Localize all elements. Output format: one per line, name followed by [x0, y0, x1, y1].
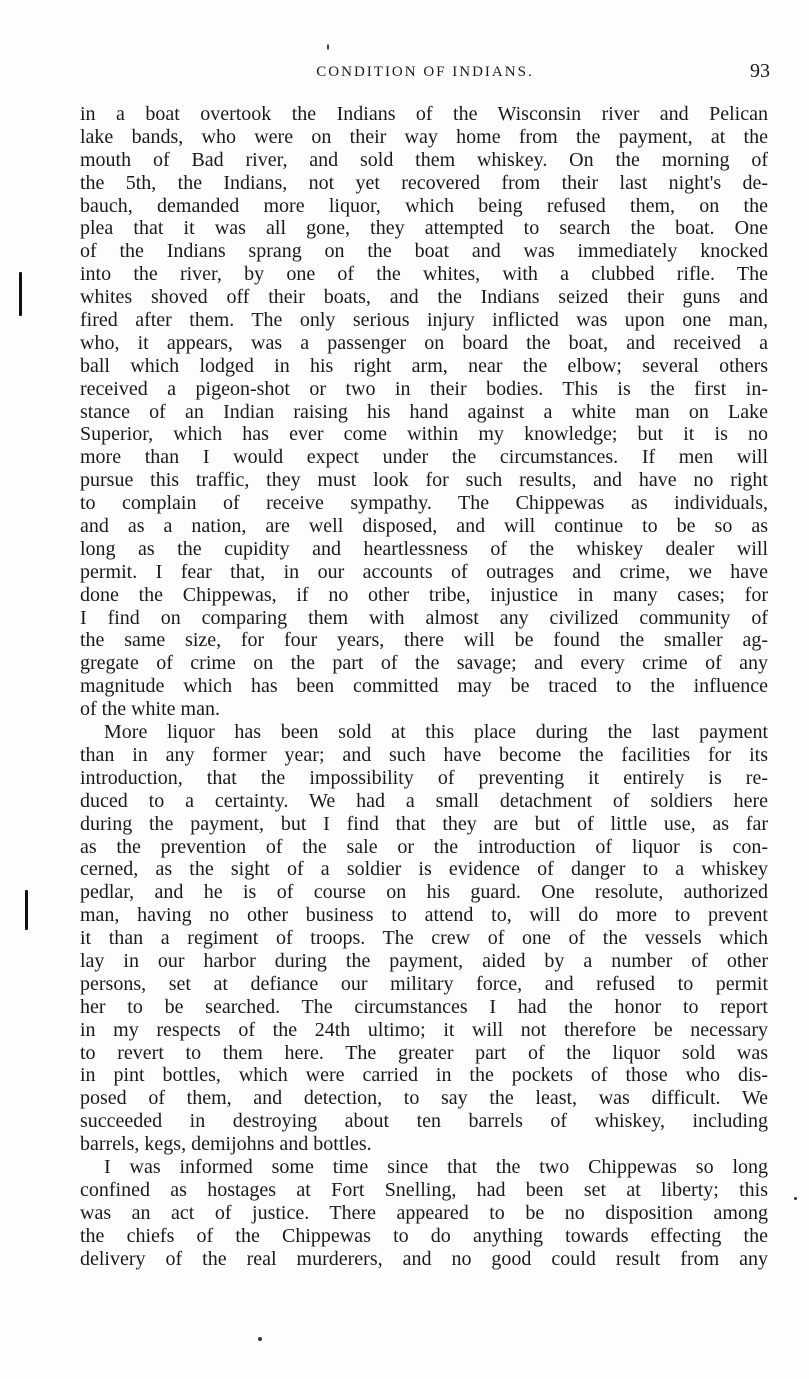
ink-speck	[327, 44, 329, 50]
text-line: more than I would expect under the circumstances. If men will	[80, 446, 768, 469]
text-line: the same size, for four years, there will be found the smaller ag-	[80, 629, 768, 652]
text-line: of the Indians sprang on the boat and was immediately knocked	[80, 240, 768, 263]
text-line: pursue this traffic, they must look for such results, and have no right	[80, 469, 768, 492]
text-line: in a boat overtook the Indians of the Wisconsin river and Pelican	[80, 103, 768, 125]
text-line: delivery of the real murderers, and no good could result from any	[80, 1247, 768, 1270]
text-line: man, having no other business to attend to, will do more to prevent	[80, 904, 768, 927]
text-line: I find on comparing them with almost any civilized community of	[80, 606, 768, 629]
body-text	[80, 103, 768, 1270]
text-line: whites shoved off their boats, and the Indians seized their guns and	[80, 286, 768, 309]
text-line: gregate of crime on the part of the savage; and every crime of any	[80, 652, 768, 675]
text-line: in pint bottles, which were carried in the pockets of those who dis-	[80, 1064, 768, 1087]
text-line: confined as hostages at Fort Snelling, had been set at liberty; this	[80, 1178, 768, 1201]
text-line: posed of them, and detection, to say the least, was difficult. We	[80, 1087, 768, 1110]
text-line: was an act of justice. There appeared to be no disposition among	[80, 1201, 768, 1224]
text-line: who, it appears, was a passenger on board the boat, and received a	[80, 331, 768, 354]
text-line: in my respects of the 24th ultimo; it will not therefore be necessary	[80, 1018, 768, 1041]
text-line: introduction, that the impossibility of preventing it entirely is re-	[80, 766, 768, 789]
text-line: permit. I fear that, in our accounts of outrages and crime, we have	[80, 560, 768, 583]
text-line: plea that it was all gone, they attempted to search the boat. One	[80, 217, 768, 240]
text-line: the 5th, the Indians, not yet recovered from their last night's de-	[80, 171, 768, 194]
text-line: Superior, which has ever come within my knowledge; but it is no	[80, 423, 768, 446]
text-line: More liquor has been sold at this place during the last payment	[104, 721, 768, 744]
text-line: the chiefs of the Chippewas to do anything towards effecting the	[80, 1224, 768, 1247]
text-line: long as the cupidity and heartlessness of the whiskey dealer will	[80, 537, 768, 560]
text-line: to complain of receive sympathy. The Chippewas as individuals,	[80, 492, 768, 515]
text-line: her to be searched. The circumstances I had the honor to report	[80, 995, 768, 1018]
text-line: lay in our harbor during the payment, aided by a number of other	[80, 949, 768, 972]
text-line: pedlar, and he is of course on his guard. One resolute, authorized	[80, 881, 768, 904]
text-line: lake bands, who were on their way home from the payment, at the	[80, 125, 768, 148]
text-line: mouth of Bad river, and sold them whiskey. On the morning of	[80, 148, 768, 171]
text-line: to revert to them here. The greater part of the liquor sold was	[80, 1041, 768, 1064]
text-line: cerned, as the sight of a soldier is evidence of danger to a whiskey	[80, 858, 768, 881]
text-line: than in any former year; and such have become the facilities for its	[80, 743, 768, 766]
text-line: bauch, demanded more liquor, which being refused them, on the	[80, 194, 768, 217]
text-line: as the prevention of the sale or the introduction of liquor is con-	[80, 835, 768, 858]
ink-speck	[794, 1197, 797, 1200]
running-title: CONDITION OF INDIANS.	[316, 64, 534, 80]
text-line: persons, set at defiance our military force, and refused to permit	[80, 972, 768, 995]
text-line: ball which lodged in his right arm, near the elbow; several others	[80, 354, 768, 377]
margin-mark	[25, 890, 28, 930]
text-line: it than a regiment of troops. The crew of one of the vessels which	[80, 927, 768, 950]
text-line: and as a nation, are well disposed, and will continue to be so as	[80, 515, 768, 538]
text-line: I was informed some time since that the two Chippewas so long	[104, 1155, 768, 1178]
text-line: duced to a certainty. We had a small detachment of soldiers here	[80, 789, 768, 812]
text-line: received a pigeon-shot or two in their bodies. This is the first in-	[80, 377, 768, 400]
text-line: stance of an Indian raising his hand against a white man on Lake	[80, 400, 768, 423]
text-line: magnitude which has been committed may be traced to the influence	[80, 675, 768, 698]
running-head	[80, 60, 770, 88]
margin-mark	[19, 272, 22, 316]
ink-speck	[258, 1337, 262, 1341]
page-number: 93	[750, 60, 770, 82]
text-line: done the Chippewas, if no other tribe, injustice in many cases; for	[80, 583, 768, 606]
text-line: of the white man.	[80, 698, 220, 721]
text-line: into the river, by one of the whites, with a clubbed rifle. The	[80, 263, 768, 286]
text-line: during the payment, but I find that they are but of little use, as far	[80, 812, 768, 835]
text-line: fired after them. The only serious injury inflicted was upon one man,	[80, 309, 768, 332]
text-line: succeeded in destroying about ten barrels of whiskey, including	[80, 1110, 768, 1133]
text-line: barrels, kegs, demijohns and bottles.	[80, 1133, 372, 1156]
